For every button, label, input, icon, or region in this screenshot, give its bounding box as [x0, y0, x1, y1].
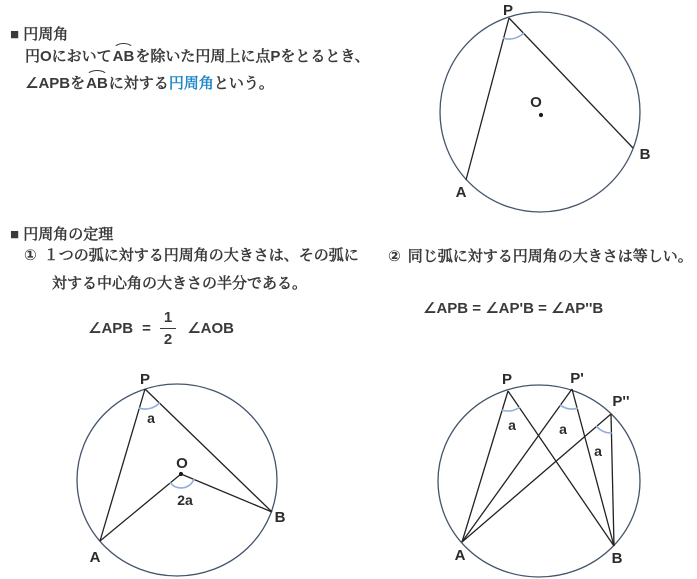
arc-over-AB: AB	[86, 75, 108, 92]
point-label-P'': P''	[612, 393, 630, 410]
point-label-P: P	[139, 371, 151, 388]
intro-line-1	[25, 48, 370, 66]
angle-value-label: a	[508, 417, 516, 433]
arc-over-AB: AB	[112, 48, 135, 65]
theorem-item-2	[388, 248, 693, 266]
item2-marker: ②	[388, 248, 401, 265]
angle-value-label: a	[559, 421, 567, 437]
formula-half-central-angle	[88, 309, 234, 349]
intro-line1-post: を除いた円周上に点Pをとるとき、	[135, 48, 370, 65]
chord-O-B	[181, 474, 272, 512]
item1-text-line2: 対する中心角の大きさの半分である。	[52, 275, 308, 292]
angle-arc-P	[504, 33, 524, 39]
term-inscribed-angle: 円周角	[168, 75, 214, 92]
point-label-A: A	[454, 547, 466, 564]
formula-equal-angles: ∠APB = ∠AP'B = ∠AP''B	[423, 300, 604, 317]
center-dot	[539, 113, 543, 117]
intro-line2-pre: ∠APBを	[25, 75, 86, 92]
point-label-P: P	[502, 2, 514, 19]
point-label-B: B	[639, 146, 651, 163]
fraction-numerator: 1	[160, 309, 176, 329]
item1-marker: ①	[24, 247, 37, 264]
point-label-B: B	[611, 550, 623, 567]
angle-arc-P2	[560, 405, 577, 409]
point-label-B: B	[274, 509, 286, 526]
chord-P-B	[508, 391, 614, 546]
intro-line-2	[25, 75, 274, 93]
diagram-equal-inscribed-angles	[430, 368, 675, 579]
section-heading-inscribed-angle: ■ 円周角	[10, 26, 69, 43]
chord-O-A	[100, 474, 181, 541]
chord-P-B	[145, 389, 272, 512]
point-label-A: A	[89, 549, 101, 566]
item2-text-line1: 同じ弧に対する円周角の大きさは等しい。	[407, 248, 693, 265]
angle-arc-P	[502, 408, 519, 411]
diagram-inscribed-angle	[428, 0, 668, 222]
center-dot	[179, 472, 183, 476]
point-label-O: O	[176, 455, 188, 472]
intro-line2-post: という。	[213, 75, 274, 92]
angle-arc-P	[139, 403, 159, 409]
angle-value-label: 2a	[177, 492, 193, 508]
chord-P-A	[466, 18, 509, 180]
formula1-equals: =	[142, 319, 151, 337]
circle-outline	[440, 12, 640, 212]
chord-P-B	[509, 18, 633, 148]
point-label-A: A	[455, 184, 467, 201]
point-label-P': P'	[570, 370, 584, 387]
intro-line1-pre: 円Oにおいて	[25, 48, 112, 65]
diagram-central-angle-half	[60, 368, 305, 579]
formula1-rhs: ∠AOB	[187, 319, 235, 337]
point-label-O: O	[530, 94, 542, 111]
intro-line2-mid: に対する	[108, 75, 169, 92]
point-label-P: P	[501, 371, 513, 388]
circle-outline	[438, 385, 640, 577]
angle-value-label: a	[594, 443, 602, 459]
chord-P2-B	[572, 389, 614, 546]
formula1-lhs: ∠APB	[88, 319, 134, 337]
section-heading-theorem: ■ 円周角の定理	[10, 226, 114, 243]
item1-text-line1: １つの弧に対する円周角の大きさは、その弧に	[43, 247, 359, 264]
theorem-item-1	[24, 247, 359, 265]
angle-arc-P3	[597, 426, 612, 433]
chord-P-A	[462, 391, 508, 542]
fraction-denominator: 2	[163, 331, 173, 349]
chord-P2-A	[462, 389, 572, 542]
angle-value-label: a	[147, 410, 155, 426]
fraction-one-half	[160, 309, 176, 349]
chord-P3-B	[611, 414, 614, 546]
circle-outline	[77, 384, 277, 576]
